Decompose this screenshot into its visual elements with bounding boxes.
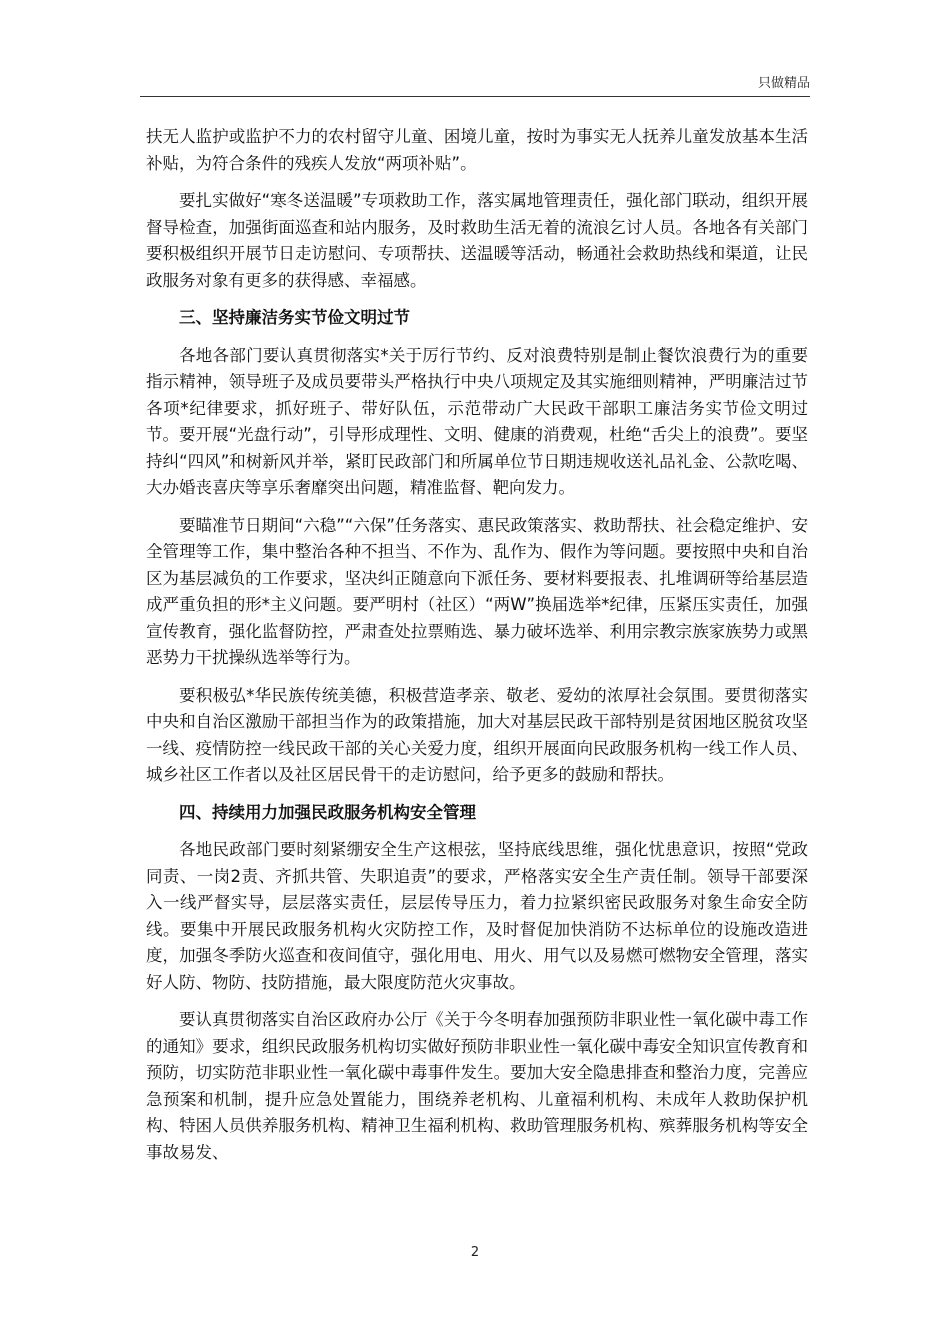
page-header: 只做精品 xyxy=(757,76,810,91)
paragraph: 各地各部门要认真贯彻落实*关于厉行节约、反对浪费特别是制止餐饮浪费行为的重要指示精神，领导班子及成员要带头严格执行中央八项规定及其实施细则精神，严明廉洁过节各项*纪律要求，抓好班子、带好队伍，示范带动广大民政干部职工廉洁务实节俭文明过节。要开展“光盘行动”，引导形成理性、文明、健康的消费观，杜绝“舌尖上的浪费”。要坚持纠“四风”和树新风并举，紧盯民政部门和所属单位节日期违规收送礼品礼金、公款吃喝、大办婚丧喜庆等享乐奢靡突出问题，精准监督、靶向发力。 xyxy=(146,345,808,497)
paragraph: 要瞄准节日期间“六稳”“六保”任务落实、惠民政策落实、救助帮扶、社会稳定维护、安全管理等工作，集中整治各种不担当、不作为、乱作为、假作为等问题。要按照中央和自治区为基层减负的工作要求，坚决纠正随意向下派任务、要材料要报表、扎堆调研等给基层造成严重负担的形*主义问题。要严明村（社区）“两W”换届选举*纪律，压紧压实责任，加强宣传教育，强化监督防控，严肃查处拉票贿选、暴力破坏选举、利用宗教宗族家族势力或黑恶势力干扰操纵选举等行为。 xyxy=(146,515,808,667)
page-number: 2 xyxy=(470,1245,480,1260)
header-divider xyxy=(140,96,810,97)
section-heading: 四、持续用力加强民政服务机构安全管理 xyxy=(179,802,476,822)
paragraph: 要认真贯彻落实自治区政府办公厅《关于今冬明春加强预防非职业性一氧化碳中毒工作的通知》要求，组织民政服务机构切实做好预防非职业性一氧化碳中毒安全知识宣传教育和预防，切实防范非职业性一氧化碳中毒事件发生。要加大安全隐患排查和整治力度，完善应急预案和机制，提升应急处置能力，围绕养老机构、儿童福利机构、未成年人救助保护机构、特困人员供养服务机构、精神卫生福利机构、救助管理服务机构、殡葬服务机构等安全事故易发、 xyxy=(146,1010,808,1162)
paragraph: 各地民政部门要时刻紧绷安全生产这根弦，坚持底线思维，强化忧患意识，按照“党政同责、一岗2责、齐抓共管、失职追责”的要求，严格落实安全生产责任制。领导干部要深入一线严督实导，层层落实责任，层层传导压力，着力拉紧织密民政服务对象生命安全防线。要集中开展民政服务机构火灾防控工作，及时督促加快消防不达标单位的设施改造进度，加强冬季防火巡查和夜间值守，强化用电、用火、用气以及易燃可燃物安全管理，落实好人防、物防、技防措施，最大限度防范火灾事故。 xyxy=(146,840,808,992)
paragraph: 扶无人监护或监护不力的农村留守儿童、困境儿童，按时为事实无人抚养儿童发放基本生活补贴，为符合条件的残疾人发放“两项补贴”。 xyxy=(146,127,808,173)
paragraph: 要扎实做好“寒冬送温暖”专项救助工作，落实属地管理责任，强化部门联动，组织开展督导检查，加强街面巡查和站内服务，及时救助生活无着的流浪乞讨人员。各地各有关部门要积极组织开展节日走访慰问、专项帮扶、送温暖等活动，畅通社会救助热线和渠道，让民政服务对象有更多的获得感、幸福感。 xyxy=(146,191,808,290)
document-body xyxy=(146,124,808,1177)
section-heading: 三、坚持廉洁务实节俭文明过节 xyxy=(179,308,410,327)
paragraph: 要积极弘*华民族传统美德，积极营造孝亲、敬老、爱幼的浓厚社会氛围。要贯彻落实中央和自治区激励干部担当作为的政策措施，加大对基层民政干部特别是贫困地区脱贫攻坚一线、疫情防控一线民政干部的关心关爱力度，组织开展面向民政服务机构一线工作人员、城乡社区工作者以及社区居民骨干的走访慰问，给予更多的鼓励和帮扶。 xyxy=(146,685,808,784)
